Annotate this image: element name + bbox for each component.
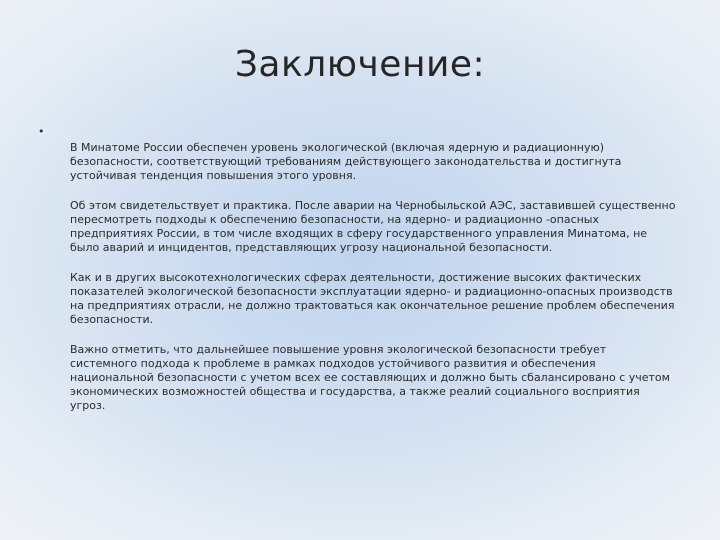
paragraph-1: В Минатоме России обеспечен уровень экологической (включая ядерную и радиационную) безопасности, соответствующий требованиям действующего законодательства и достигнута устойчивая тенденция повышения этого уровня. (70, 141, 622, 182)
paragraph-2: Об этом свидетельствует и практика. После аварии на Чернобыльской АЭС, заставившей существенно пересмотреть подходы к обеспечению безопасности, на ядерно- и радиационно -опасных предприятиях России, в том числе входящих в сферу государственного управления Минатома, не было аварий и инцидентов, представляющих угрозу национальной безопасности. (70, 199, 676, 254)
slide-title: Заключение: (234, 44, 486, 85)
bullet-marker: • (38, 125, 45, 138)
slide-body (70, 141, 676, 429)
paragraph-3: Как и в других высокотехнологических сферах деятельности, достижение высоких фактических показателей экологической безопасности эксплуатации ядерно- и радиационно-опасных производств на предприятиях отрасли, не должно трактоваться как окончательное решение проблем обеспечения безопасности. (70, 271, 675, 326)
paragraph-4: Важно отметить, что дальнейшее повышение уровня экологической безопасности требует системного подхода к проблеме в рамках подходов устойчивого развития и обеспечения национальной безопасности с учетом всех ее составляющих и должно быть сбалансировано с учетом экономических возможностей общества и государства, а также реалий социального восприятия угроз. (70, 343, 670, 412)
